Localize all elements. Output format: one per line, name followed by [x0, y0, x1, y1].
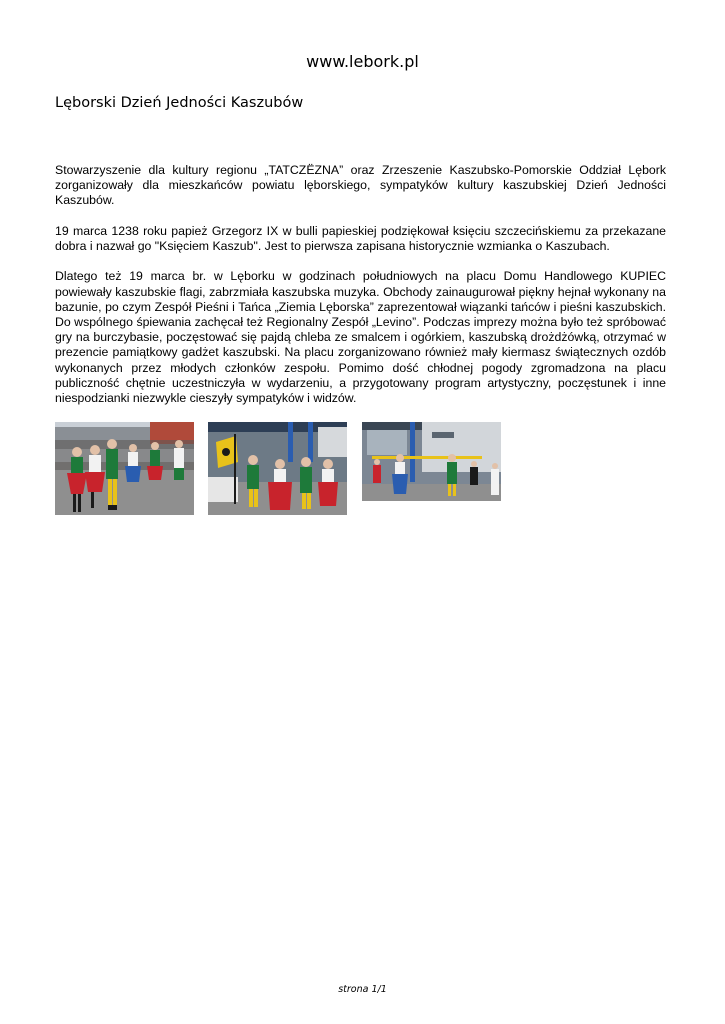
article-paragraph: 19 marca 1238 roku papież Grzegorz IX w bulli papieskiej podziękował księciu szczecińskiemu za przekazane dobra i nazwał go "Księciem Kaszub". Jest to pierwsza zapisana historycznie wzmianka o Kaszubach.	[55, 223, 666, 253]
photo-image	[55, 422, 194, 515]
gallery-photo-dancers[interactable]	[55, 422, 194, 515]
article-paragraph: Dlatego też 19 marca br. w Lęborku w godzinach południowych na placu Domu Handlowego KUPIEC powiewały kaszubskie flagi, zabrzmiała kaszubska muzyka. Obchody zainaugurował piękny hejnał wykonany na bazunie, po czym Zespół Pieśni i Tańca „Ziemia Lęborska” zaprezentował wiązanki tańców i pieśni kaszubskich. Do wspólnego śpiewania zachęcał też Regionalny Zespół „Levino”. Podczas imprezy można było też spróbować gry na burczybasie, poczęstować się pajdą chleba ze smalcem i ogórkiem, kaszubską drożdżówką, otrzymać w prezencie pamiątkowy gadżet kaszubski. Na placu zorganizowano również mały kiermasz świątecznych ozdób wykonanych przez młodych członków zespołu. Pomimo dość chłodnej pogody zgromadzona na placu publiczność chętnie uczestniczyła w wydarzeniu, a przygotowany program artystyczny, poczęstunek i inne niespodzianki niezwykle cieszyły sympatyków i widzów.	[55, 269, 666, 406]
page-title: Lęborski Dzień Jedności Kaszubów	[55, 95, 304, 111]
article-body	[55, 163, 666, 421]
gallery-photo-store[interactable]	[362, 422, 501, 501]
photo-image	[362, 422, 501, 501]
photo-image	[208, 422, 347, 515]
site-url[interactable]: www.lebork.pl	[306, 52, 419, 71]
photo-gallery	[55, 422, 515, 516]
gallery-photo-flag[interactable]	[208, 422, 347, 515]
article-paragraph: Stowarzyszenie dla kultury regionu „TATCZËZNA” oraz Zrzeszenie Kaszubsko-Pomorskie Oddział Lębork zorganizowały dla mieszkańców powiatu lęborskiego, sympatyków kultury kaszubskiej Dzień Jedności Kaszubów.	[55, 163, 666, 208]
page-number: strona 1/1	[338, 984, 387, 995]
